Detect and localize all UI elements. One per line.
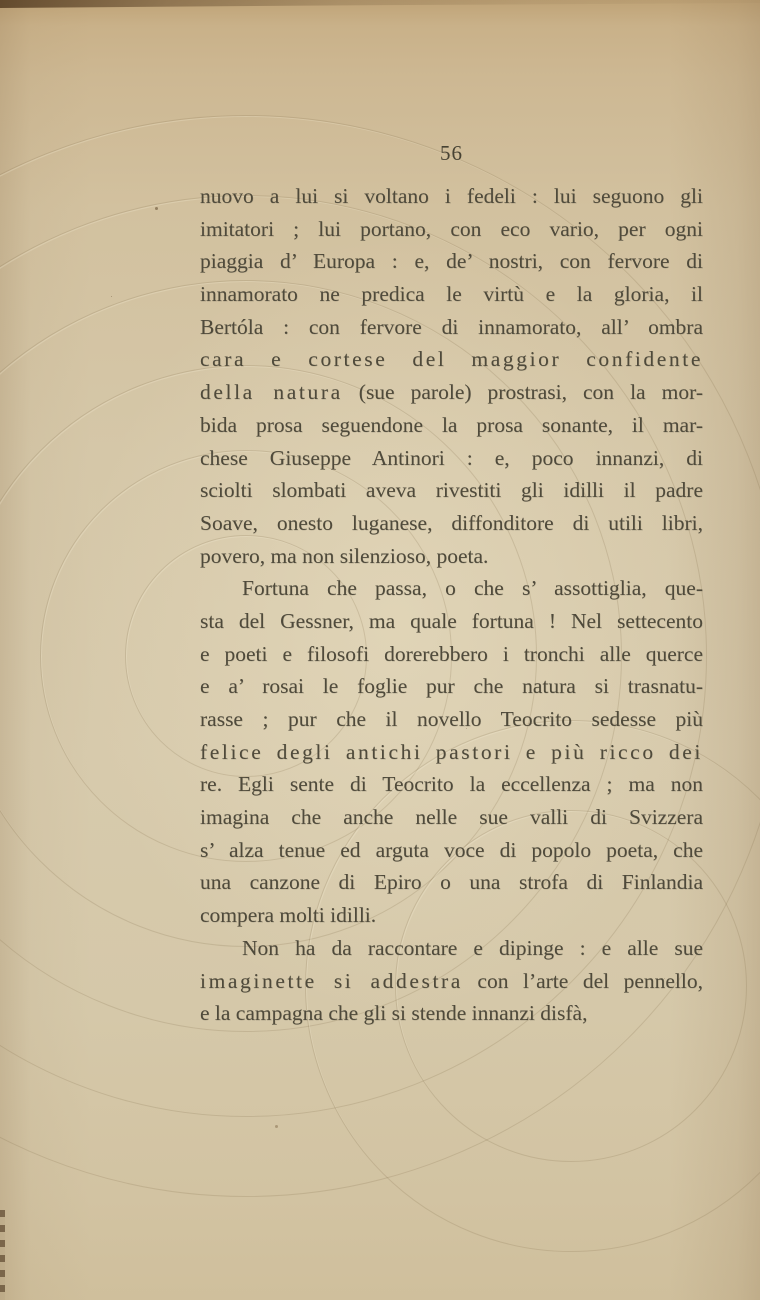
- body-text: piaggia d’ Europa : e, de’ nostri, con fervore di: [200, 249, 703, 274]
- text-line: [200, 572, 703, 605]
- body-text: povero, ma non silenzioso, poeta.: [200, 543, 489, 568]
- body-text: sta del Gessner, ma quale fortuna ! Nel settecento: [200, 608, 703, 633]
- body-text: imagina che anche nelle sue valli di Svizzera: [200, 805, 703, 830]
- text-line: [200, 180, 703, 213]
- page-text: [200, 180, 703, 1030]
- body-text: Non ha da raccontare e dipinge : e alle sue: [242, 935, 703, 960]
- text-line: [200, 507, 703, 540]
- body-text: compera molti idilli.: [200, 903, 377, 928]
- text-line: [200, 866, 703, 899]
- text-line: [200, 245, 703, 278]
- body-text: con l’arte del pennello,: [462, 968, 703, 993]
- letterspaced-text: cara e cortese del maggior confidente: [200, 347, 703, 372]
- body-text: Fortuna che passa, o che s’ assottiglia, que-: [242, 576, 703, 601]
- body-text: e poeti e filosofi dorerebbero i tronchi alle querce: [200, 641, 703, 666]
- body-text: una canzone di Epiro o una strofa di Finlandia: [200, 870, 703, 895]
- text-line: [200, 670, 703, 703]
- text-line: [200, 343, 703, 376]
- body-text: e a’ rosai le foglie pur che natura si trasnatu-: [200, 674, 703, 699]
- text-line: [200, 540, 703, 573]
- text-line: [200, 442, 703, 475]
- paper-speck: [155, 207, 158, 210]
- letterspaced-text: felice degli antichi pastori e più ricco dei: [200, 739, 703, 764]
- text-line: [200, 376, 703, 409]
- body-text: bida prosa seguendone la prosa sonante, il mar-: [200, 412, 703, 437]
- letterspaced-text: della natura: [200, 380, 343, 405]
- text-line: [200, 736, 703, 769]
- body-text: re. Egli sente di Teocrito la eccellenza ; ma non: [200, 772, 703, 797]
- text-line: [200, 213, 703, 246]
- text-line: [200, 311, 703, 344]
- page-top-edge-shadow: [0, 0, 760, 8]
- text-line: [200, 801, 703, 834]
- text-line: [200, 703, 703, 736]
- text-line: [200, 834, 703, 867]
- text-line: [200, 965, 703, 998]
- body-text: sciolti slombati aveva rivestiti gli idilli il padre: [200, 478, 703, 503]
- body-text: innamorato ne predica le virtù e la gloria, il: [200, 282, 703, 307]
- letterspaced-text: imaginette si addestra: [200, 968, 463, 993]
- body-text: imitatori ; lui portano, con eco vario, per ogni: [200, 216, 703, 241]
- text-line: [200, 638, 703, 671]
- text-line: [200, 997, 703, 1030]
- body-text: e la campagna che gli si stende innanzi disfà,: [200, 1001, 588, 1026]
- text-line: [200, 932, 703, 965]
- body-text: chese Giuseppe Antinori : e, poco innanzi, di: [200, 445, 703, 470]
- body-text: rasse ; pur che il novello Teocrito sedesse più: [200, 707, 703, 731]
- body-text: (sue parole) prostrasi, con la mor-: [342, 380, 704, 405]
- body-text: Soave, onesto luganese, diffonditore di utili libri,: [200, 510, 703, 535]
- page-number: 56: [440, 141, 463, 165]
- body-text: nuovo a lui si voltano i fedeli : lui seguono gli: [200, 184, 703, 208]
- text-line: [200, 474, 703, 507]
- text-line: [200, 899, 703, 932]
- text-line: [200, 768, 703, 801]
- body-text: s’ alza tenue ed arguta voce di popolo poeta, che: [200, 837, 703, 862]
- text-line: [200, 605, 703, 638]
- page-left-edge-marks: [0, 1210, 5, 1300]
- text-line: [200, 409, 703, 442]
- body-text: Bertóla : con fervore di innamorato, all’ ombra: [200, 314, 703, 339]
- text-line: [200, 278, 703, 311]
